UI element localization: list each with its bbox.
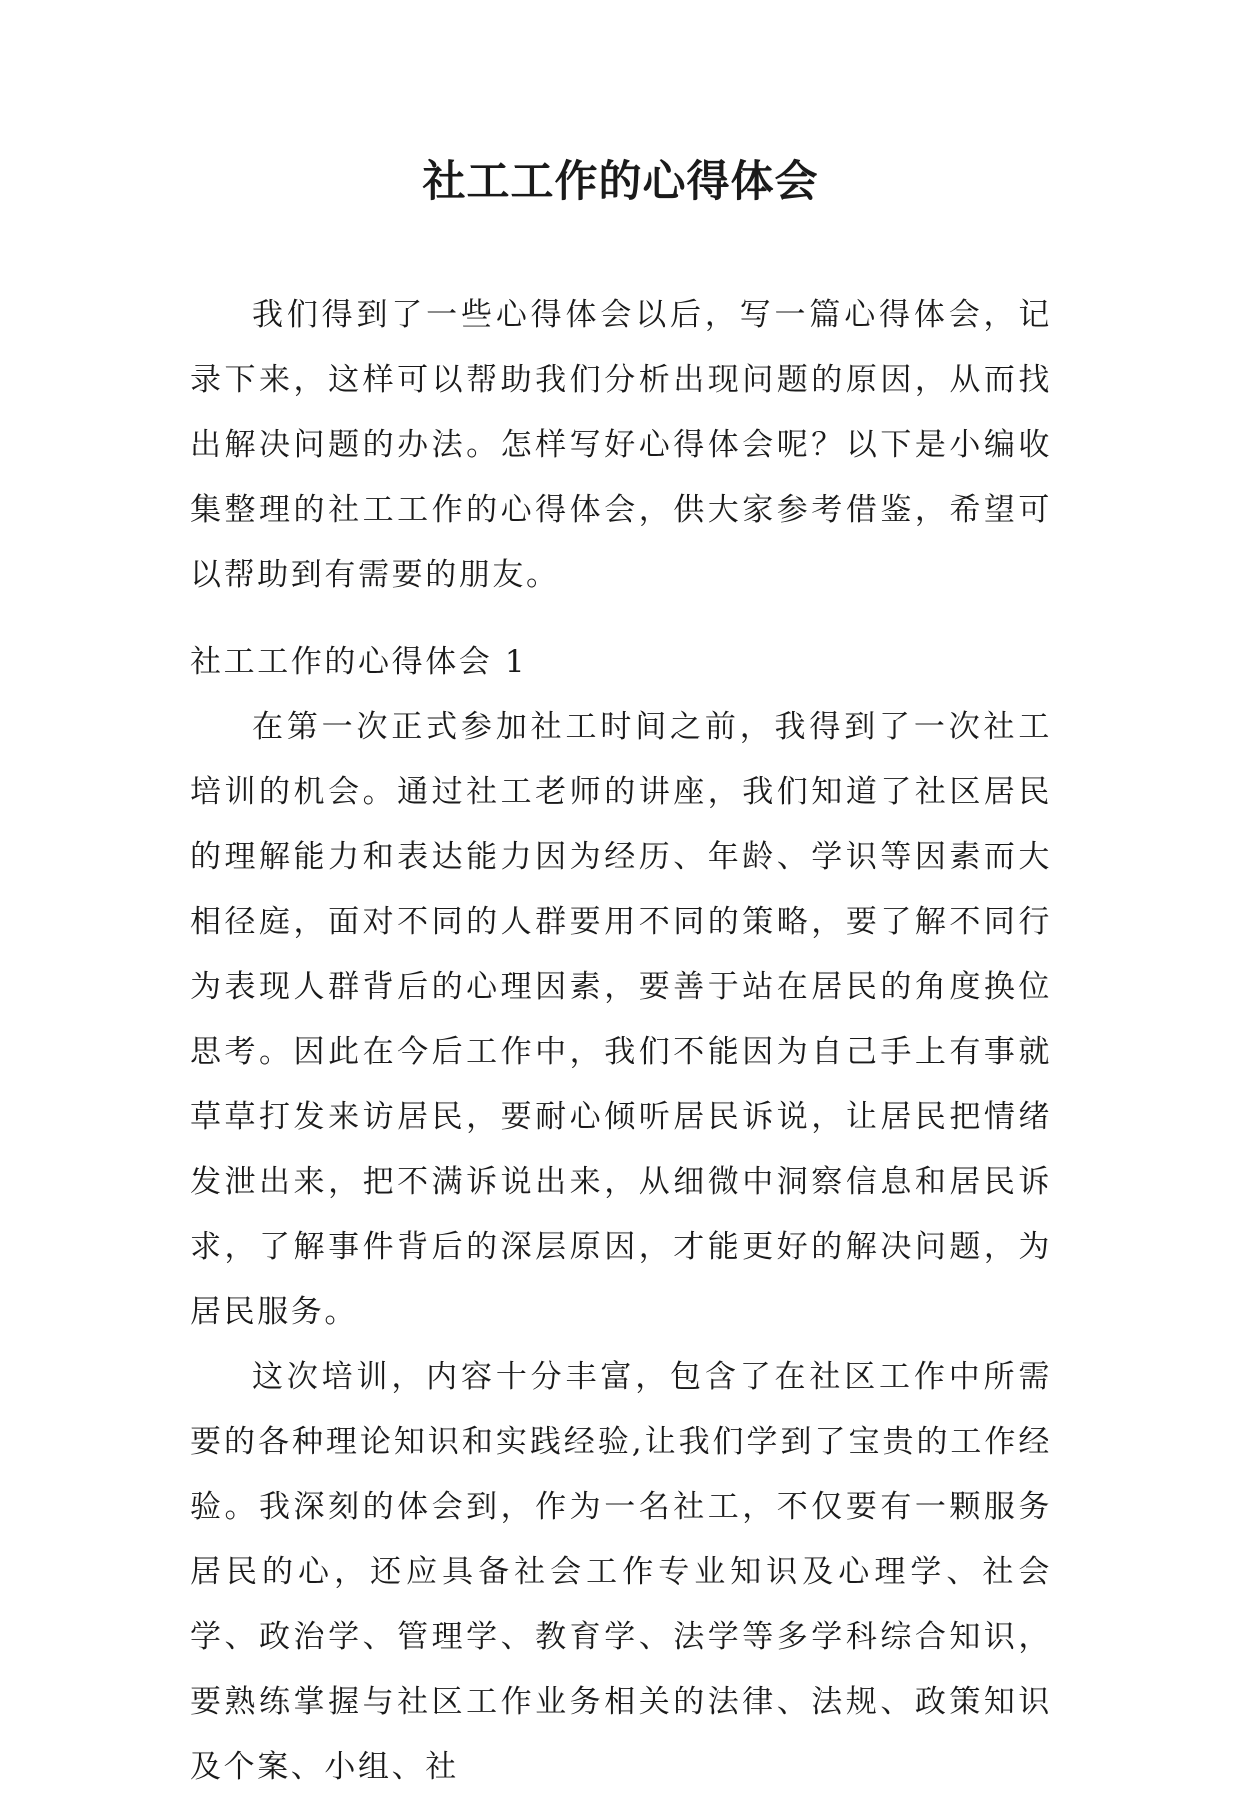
section-1 — [190, 630, 1052, 1800]
section-paragraph-2: 这次培训，内容十分丰富，包含了在社区工作中所需要的各种理论知识和实践经验,让我们学到了宝贵的工作经验。我深刻的体会到，作为一名社工，不仅要有一颗服务居民的心，还应具备社会工作专业知识及心理学、社会学、政治学、管理学、教育学、法学等多学科综合知识，要熟练掌握与社区工作业务相关的法律、法规、政策知识及个案、小组、社 — [190, 1359, 1052, 1785]
intro-block — [190, 283, 1052, 608]
document-title: 社工工作的心得体会 — [422, 157, 819, 207]
intro-paragraph: 我们得到了一些心得体会以后，写一篇心得体会，记录下来，这样可以帮助我们分析出现问题的原因，从而找出解决问题的办法。怎样写好心得体会呢？以下是小编收集整理的社工工作的心得体会，供大家参考借鉴，希望可以帮助到有需要的朋友。 — [190, 297, 1052, 593]
section-heading: 社工工作的心得体会 1 — [190, 644, 528, 680]
section-paragraph-1: 在第一次正式参加社工时间之前，我得到了一次社工培训的机会。通过社工老师的讲座，我们知道了社区居民的理解能力和表达能力因为经历、年龄、学识等因素而大相径庭，面对不同的人群要用不同的策略，要了解不同行为表现人群背后的心理因素，要善于站在居民的角度换位思考。因此在今后工作中，我们不能因为自己手上有事就草草打发来访居民，要耐心倾听居民诉说，让居民把情绪发泄出来，把不满诉说出来，从细微中洞察信息和居民诉求，了解事件背后的深层原因，才能更好的解决问题，为居民服务。 — [190, 709, 1052, 1330]
